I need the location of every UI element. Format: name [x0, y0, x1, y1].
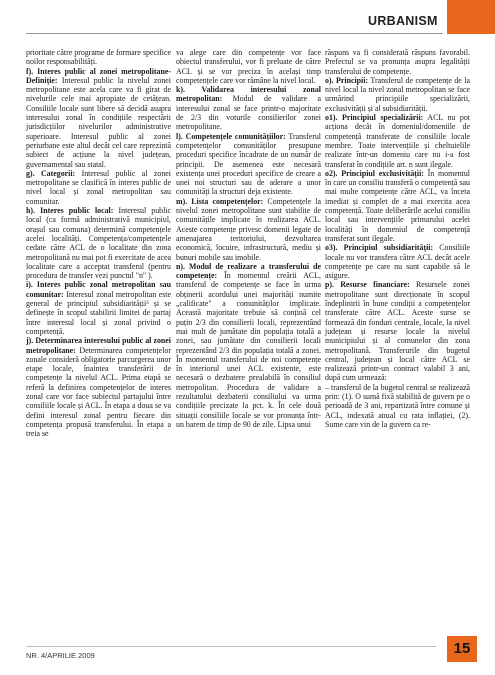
text-column-2 [176, 48, 321, 429]
paragraph-text: Interesul public local (ca formă administrativă municipiul, orașul sau comuna) determină competențele acelei localități. Competența/competențele cedate către ACL de o localitate din zona metropolitană nu mai pot fi exercitate de acea localitate care a acceptat transferul (pentru procedura de transfer vezi punctul "n" ). [26, 206, 171, 281]
paragraph-heading: h). Interes public local: [26, 206, 114, 216]
paragraph [325, 48, 470, 76]
paragraph [176, 48, 321, 85]
paragraph [325, 169, 470, 243]
paragraph [26, 48, 171, 67]
paragraph-text: va alege care din competențe vor face obiectul transferului, vor fi preluate de către ACL și se vor preciza în același timp competențele care vor rămâne la nivel local. [176, 48, 321, 85]
paragraph [325, 113, 470, 169]
paragraph [26, 280, 171, 336]
paragraph-text: Modul de validare a interesului zonal se face printr-o majoritate de 2/3 din voturile consilierilor zonei metropolitane. [176, 94, 321, 132]
paragraph-text: Transferul competențelor comunităților presupune proceduri specifice încadrate de un număr de principii. De asemenea este necesară existența unei proceduri specifice de creare a unei noi structuri sau de aderare a unor comunități la structuri deja existente. [176, 131, 321, 197]
paragraph-heading: p). Resurse financiare: [325, 280, 410, 290]
paragraph [176, 85, 321, 131]
paragraph-heading: l). Competențele comunitățiilor: [176, 131, 286, 141]
paragraph [26, 206, 171, 280]
paragraph-text: În momentul în care un consiliu transferă o competență sau mai multe competențe către ACL, va înceta imediat și complet de a mai exercita acea competență. Toate deliberările acelui consiliu local sau intervențiile primarului acelei localități în domeniul de competență transferat sunt ilegale. [325, 168, 470, 243]
paragraph-text: Interesul zonal metropolitan este general de principiul subsidiarității³ și se definește în scopul stabilirii limitei de partaj între interesul local și zonal privind o competență. [26, 289, 171, 336]
paragraph-text: – transferul de la bugetul central se realizează prin: (1). O sumă fixă stabilită de guvern pe o perioadă de 3 ani, repartizată între comune și ACL, indexată anual cu rata inflației, (2). Sume care vin de la guvern ca re- [325, 382, 470, 429]
page-number: 15 [447, 636, 477, 662]
paragraph-heading: o1). Principiul specializării: [325, 113, 424, 123]
paragraph-text: Resursele zonei metropolitane sunt direcționate în scopul îndeplinirii în bune condiții a competențelor transferate către ACL. Aceste surse se formează din fonduri centrale, locale, la nivel județean și resurse locale la nivelul municipiului și al comunelor din zona metropolitană. Transferurile din bugetul central, județean și local către ACL se realizează printr-un contract valabil 3 ani, după cum urmează: [325, 280, 470, 383]
paragraph-heading: o3). Principiul subsidiarității: [325, 243, 434, 253]
paragraph-heading: g). Categorii: [26, 168, 76, 178]
text-column-1 [26, 48, 171, 438]
text-column-3 [325, 48, 470, 429]
paragraph-heading: n). Modul de realizare a transferului de competențe: [176, 261, 321, 281]
paragraph [325, 383, 470, 429]
paragraph-text: Interesul public al zonei metropolitane se clasifică în interes public de nivel local și zonal metropolitan sau comunitar. [26, 168, 171, 206]
paragraph-heading: j). Determinarea interesului public al zonei metropolitane: [26, 336, 171, 355]
paragraph [325, 76, 470, 113]
paragraph-heading: o2). Principiul exclusivității: [325, 168, 424, 178]
paragraph-text: Competențele la nivelul zonei metropolitane sunt stabilite de comunitățile implicate în realizarea ACL. Aceste competențe privesc domenii legate de amenajarea teritoriului, dezvoltarea economică, locuire, infrastructură, mediu și bunuri mobile sau imobile. [176, 196, 322, 262]
paragraph-heading: o). Principii: [325, 75, 369, 85]
issue-label: NR. 4/APRILIE 2009 [26, 651, 95, 660]
paragraph-heading: i). Interes public zonal metropolitan sau comunitar: [26, 280, 171, 299]
paragraph [26, 336, 171, 438]
paragraph-text: răspuns va fi considerată răspuns favorabil. Prefectul se va pronunța asupra legalității transferului de competențe. [325, 48, 470, 76]
paragraph-text: prioritate către programe de formare specifice noilor responsabilități. [26, 48, 171, 67]
paragraph [325, 280, 470, 382]
paragraph-text: În momentul creării ACL, transferul de competențe se face în urma obținerii acordului unei majorități numite „calificate" a comunităților implicate. Această majoritate trebuie să conțină cel puțin 2/3 din consilierii locali, reprezentând mai mult de jumătate din populația totală a zonei, sau jumătate din consilierii locali reprezentând 2/3 din populația totală a zonei. În momentul transferului de noi competențe în interiorul unei ACL existente, este necesară o dezbatere prealabilă în consiliul metropolitan. Procedura de validare a rezultatului dezbaterii consiliului va urma condițiile precizate la pct. k. În cele două situații consiliile locale se vor pronunța într-un barem de timp de 90 de zile. Lipsa unui [176, 271, 321, 429]
paragraph-text: ACL nu pot acționa decât în domeniul/domeniile de competență transferate de consiliile locale membre. Toate intervențiile și cheltuielile realizate într-un domeniu care nu i-a fost transferat în condițiile art. n sunt ilegale. [325, 113, 470, 169]
paragraph [176, 262, 321, 429]
paragraph-text: Transferul de competențe de la nivel local la nivel zonal metropolitan se face urmărind principiile specializării, exclusivității și al subsidiarității. [325, 75, 470, 113]
paragraph [26, 169, 171, 206]
footer-divider [26, 646, 436, 647]
paragraph-heading: f). Interes public al zonei metropolitane-Definiție: [26, 66, 171, 85]
paragraph-text: Determinarea competențelor zonale consideră obligatorie parcurgerea unor etape locale, înaintea transferării de competențe la nivelul ACL. Prima etapă se referă la definirea competențelor de interes zonal care vor face subiectul partajului între consiliile locale și ACL. În etapa a doua se va defini interesul zonal pentru fiecare din competența propusă transferului. În etapa a treia se [26, 345, 171, 439]
paragraph [325, 243, 470, 280]
paragraph [176, 132, 321, 197]
section-title: URBANISM [368, 14, 438, 28]
paragraph [176, 197, 321, 262]
header-accent-block [447, 0, 495, 34]
paragraph-text: Consiliile locale nu vor transfera către ACL decât acele competențe pe care nu sunt capabile să le asigure. [325, 243, 470, 281]
paragraph-heading: k). Validarea interesului zonal metropolitan: [176, 85, 321, 104]
header-divider [26, 33, 443, 34]
paragraph-heading: m). Lista competențelor: [176, 196, 264, 206]
paragraph [26, 67, 171, 169]
paragraph-text: Interesul public la nivelul zonei metropolitane este acela care va fi gírat de nivelurile cele mai apropiate de cetățean. Consiliile locale sunt libere să decidă asupra interesului zonal în condițiile respectării jurisdicțiilor nivelurilor administrative superioare. Interesul public al zonei periurbane este altul decât cel care reprezintă subiect de acțiune la nivel județean, guvernamental sau statal. [26, 75, 171, 169]
